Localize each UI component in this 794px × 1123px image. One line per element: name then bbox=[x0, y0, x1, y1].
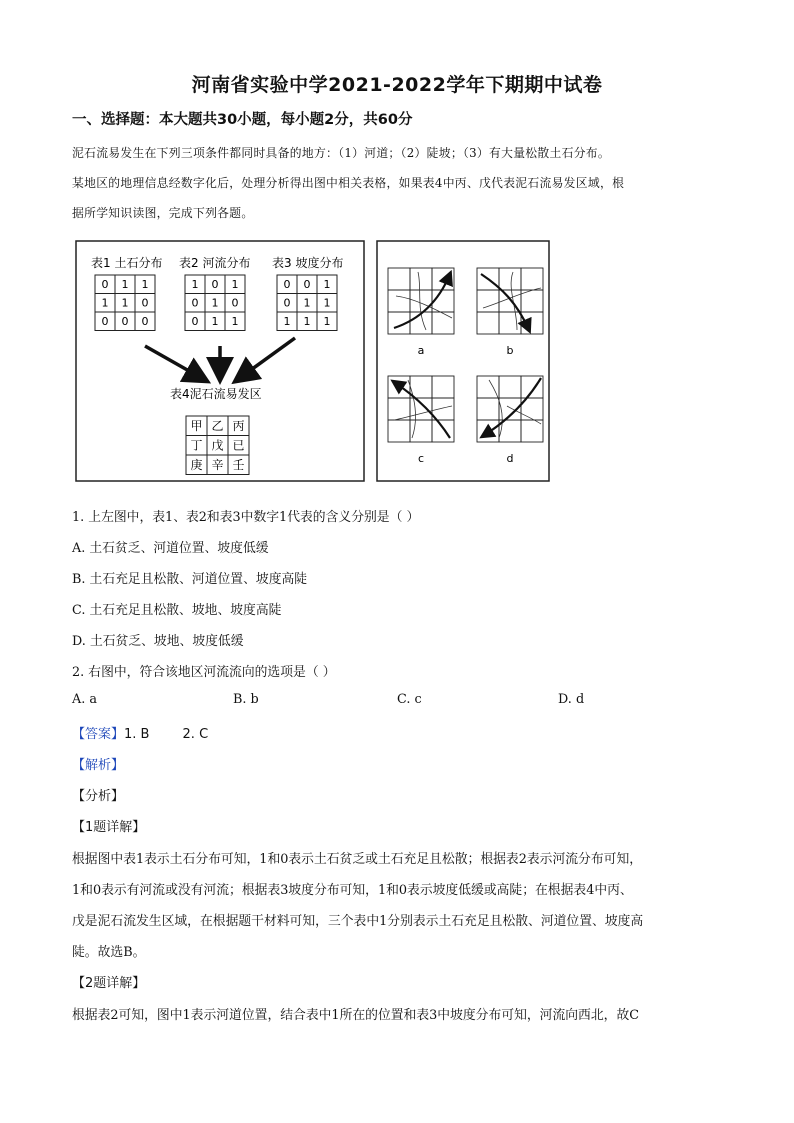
question-2-option-b: B. b bbox=[233, 692, 259, 707]
table3-grid-cell-value: 0 bbox=[283, 296, 291, 310]
flow-panel-label: c bbox=[417, 452, 425, 465]
table4-grid-cell-value: 庚 bbox=[190, 458, 203, 473]
intro-line-2: 某地区的地理信息经数字化后，处理分析得出图中相关表格，如果表4中丙、戊代表泥石流易发区域，根 bbox=[72, 176, 625, 190]
intro-line-3: 据所学知识读图，完成下列各题。 bbox=[72, 206, 254, 220]
table2-grid-cell-value: 0 bbox=[211, 278, 219, 292]
table1-grid-cell-value: 0 bbox=[101, 278, 109, 292]
table1-grid-cell-value: 0 bbox=[121, 315, 129, 329]
question-2-option-a: A. a bbox=[72, 692, 98, 707]
table2-grid-cell-value: 1 bbox=[231, 315, 239, 329]
answer-text: 1. B 2. C bbox=[124, 727, 209, 742]
table3-grid-cell-value: 1 bbox=[323, 315, 331, 329]
detail-1-line-2: 1和0表示有河流或没有河流；根据表3坡度分布可知，1和0表示坡度低缓或高陡；在根据表4中丙、 bbox=[72, 883, 633, 898]
table1-grid-cell-value: 1 bbox=[101, 296, 109, 310]
table2-grid-cell-value: 0 bbox=[191, 315, 199, 329]
table2-grid-cell-value: 0 bbox=[231, 296, 239, 310]
table2-grid-cell-value: 1 bbox=[231, 278, 239, 292]
table2-grid-cell-value: 1 bbox=[191, 278, 199, 292]
detail-1-line-1: 根据图中表1表示土石分布可知，1和0表示土石贫乏或土石充足且松散；根据表2表示河流分布可知， bbox=[72, 852, 643, 867]
table3-label: 表3 坡度分布 bbox=[272, 256, 344, 270]
table4-grid-cell-value: 辛 bbox=[211, 458, 224, 473]
table3-grid-cell-value: 1 bbox=[323, 296, 331, 310]
table3-grid-cell-value: 1 bbox=[323, 278, 331, 292]
question-1-option-b: B. 土石充足且松散、河道位置、坡度高陡 bbox=[72, 572, 308, 587]
table3-grid-cell-value: 0 bbox=[303, 278, 311, 292]
table1-grid-cell-value: 1 bbox=[141, 278, 149, 292]
table1-grid-cell-value: 0 bbox=[141, 296, 149, 310]
flow-panel-label: b bbox=[506, 344, 514, 357]
detail-1-heading: 【1题详解】 bbox=[72, 820, 146, 835]
table3-grid-cell-value: 1 bbox=[303, 315, 311, 329]
table1-grid-cell-value: 0 bbox=[101, 315, 109, 329]
figure-flow-panels bbox=[376, 240, 550, 482]
figure-tables bbox=[75, 240, 365, 482]
table3-grid-cell-value: 0 bbox=[283, 278, 291, 292]
table2-grid bbox=[185, 275, 245, 331]
table4-grid-cell-value: 壬 bbox=[232, 458, 245, 473]
table4-grid-cell-value: 甲 bbox=[190, 419, 203, 434]
table4-grid-cell-value: 丙 bbox=[232, 419, 245, 434]
table1-grid-cell-value: 1 bbox=[121, 278, 129, 292]
table1-grid-cell-value: 1 bbox=[121, 296, 129, 310]
table3-grid bbox=[277, 275, 337, 331]
table1-grid bbox=[95, 275, 155, 331]
answer-line bbox=[72, 723, 208, 742]
table3-grid-cell-value: 1 bbox=[303, 296, 311, 310]
table1-label: 表1 土石分布 bbox=[91, 256, 163, 270]
table2-grid-cell-value: 1 bbox=[211, 315, 219, 329]
table4-grid-cell-value: 已 bbox=[232, 438, 245, 453]
table2-grid-cell-value: 1 bbox=[211, 296, 219, 310]
panels-frame bbox=[377, 241, 549, 481]
table4-grid-cell-value: 丁 bbox=[190, 438, 203, 453]
table3-grid-cell-value: 1 bbox=[283, 315, 291, 329]
table2-label: 表2 河流分布 bbox=[179, 256, 251, 270]
question-2-option-d: D. d bbox=[558, 692, 585, 707]
table4-grid-cell-value: 戊 bbox=[211, 438, 224, 453]
detail-1-line-4: 陡。故选B。 bbox=[72, 945, 146, 960]
question-2-stem: 2. 右图中，符合该地区河流流向的选项是（ ） bbox=[72, 665, 336, 680]
question-1-option-c: C. 土石充足且松散、坡地、坡度高陡 bbox=[72, 603, 282, 618]
question-1-option-d: D. 土石贫乏、坡地、坡度低缓 bbox=[72, 634, 244, 649]
question-1-stem: 1. 上左图中，表1、表2和表3中数字1代表的含义分别是（ ） bbox=[72, 510, 420, 525]
detail-2-heading: 【2题详解】 bbox=[72, 976, 146, 991]
flow-panel-label: a bbox=[417, 344, 425, 357]
table2-grid-cell-value: 0 bbox=[191, 296, 199, 310]
detail-2-line-1: 根据表2可知，图中1表示河道位置，结合表中1所在的位置和表3中坡度分布可知，河流向西北，故C bbox=[72, 1008, 640, 1023]
answer-tag: 【答案】 bbox=[72, 727, 125, 742]
page-title: 河南省实验中学2021-2022学年下期期中试卷 bbox=[191, 74, 603, 96]
question-2-option-c: C. c bbox=[397, 692, 422, 707]
flow-panel-label: d bbox=[506, 452, 514, 465]
table4-label: 表4泥石流易发区 bbox=[170, 387, 262, 401]
section-heading: 一、选择题：本大题共30小题，每小题2分，共60分 bbox=[72, 112, 413, 128]
detail-1-line-3: 戊是泥石流发生区域，在根据题干材料可知，三个表中1分别表示土石充足且松散、河道位置、坡度高 bbox=[72, 914, 644, 929]
fenxi-tag: 【分析】 bbox=[72, 789, 125, 804]
table4-grid-cell-value: 乙 bbox=[211, 419, 224, 434]
analysis-tag: 【解析】 bbox=[72, 758, 125, 773]
intro-line-1: 泥石流易发生在下列三项条件都同时具备的地方：（1）河道；（2）陡坡；（3）有大量松散土石分布。 bbox=[72, 146, 610, 160]
question-1-option-a: A. 土石贫乏、河道位置、坡度低缓 bbox=[72, 541, 269, 556]
table1-grid-cell-value: 0 bbox=[141, 315, 149, 329]
table4-grid bbox=[186, 416, 249, 475]
